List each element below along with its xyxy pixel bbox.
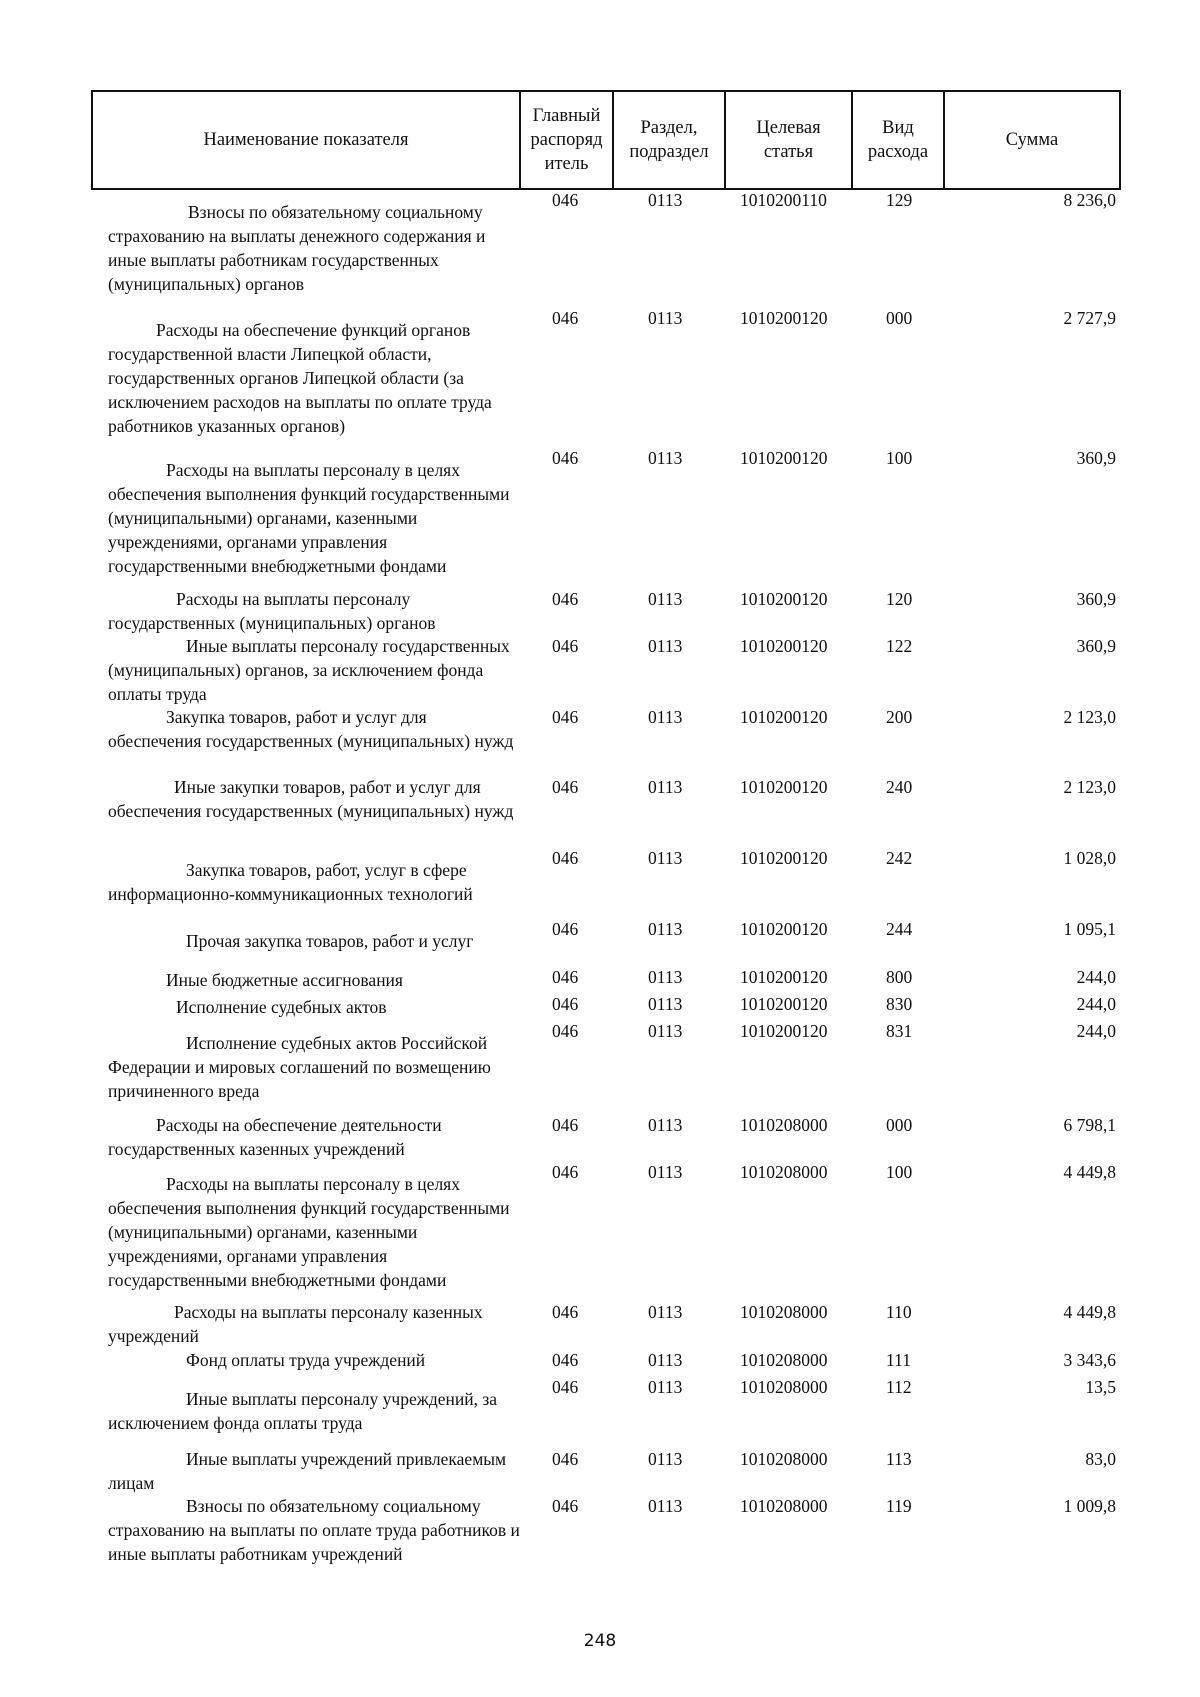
row-grbs: 046 — [552, 1162, 579, 1182]
row-cs: 1010200120 — [740, 707, 828, 727]
row-cs: 1010200120 — [740, 589, 828, 609]
row-grbs: 046 — [552, 190, 579, 210]
header-grbs-line: итель — [544, 154, 589, 174]
row-razdel: 0113 — [648, 1162, 683, 1182]
row-vr: 244 — [886, 919, 913, 939]
row-razdel: 0113 — [648, 448, 683, 468]
row-name: Иные закупки товаров, работ и услуг для обеспечения государственных (муниципальных) нужд — [108, 777, 514, 821]
row-sum: 360,9 — [1076, 589, 1116, 609]
header-sum: Сумма — [944, 91, 1120, 189]
row-grbs: 046 — [552, 448, 579, 468]
row-razdel: 0113 — [648, 707, 683, 727]
row-grbs: 046 — [552, 967, 579, 987]
row-vr: 240 — [886, 777, 913, 797]
row-name: Расходы на выплаты персоналу казенных учреждений — [108, 1302, 483, 1346]
row-cs: 1010200120 — [740, 994, 828, 1014]
page-number: 248 — [583, 1631, 617, 1651]
row-vr: 113 — [886, 1449, 912, 1469]
row-grbs: 046 — [552, 848, 579, 868]
row-sum: 1 095,1 — [1063, 919, 1116, 939]
row-name: Иные выплаты персоналу учреждений, за исключением фонда оплаты труда — [108, 1389, 498, 1433]
row-name: Закупка товаров, работ, услуг в сфере информационно-коммуникационных технологий — [108, 860, 473, 904]
row-razdel: 0113 — [648, 1350, 683, 1370]
row-razdel: 0113 — [648, 190, 683, 210]
row-vr: 831 — [886, 1021, 913, 1041]
row-grbs: 046 — [552, 919, 579, 939]
row-sum: 360,9 — [1076, 448, 1116, 468]
row-razdel: 0113 — [648, 919, 683, 939]
row-cs: 1010200120 — [740, 919, 828, 939]
row-sum: 244,0 — [1076, 1021, 1116, 1041]
row-cs: 1010208000 — [740, 1115, 828, 1135]
row-cs: 1010200120 — [740, 777, 828, 797]
row-vr: 129 — [886, 190, 913, 210]
row-vr: 100 — [886, 448, 913, 468]
row-razdel: 0113 — [648, 848, 683, 868]
row-sum: 4 449,8 — [1063, 1302, 1116, 1322]
header-grbs-line: распоряд — [530, 130, 603, 150]
row-cs: 1010208000 — [740, 1162, 828, 1182]
row-vr: 120 — [886, 589, 913, 609]
header-razdel-line: Раздел, — [640, 118, 698, 138]
row-grbs: 046 — [552, 1021, 579, 1041]
row-cs: 1010208000 — [740, 1496, 828, 1516]
row-name: Расходы на выплаты персоналу в целях обеспечения выполнения функций государственными (муниципальными) органами, казенными учреждениями, органами управления государственными внебюджетными фондами — [108, 1174, 510, 1290]
row-name: Взносы по обязательному социальному страхованию на выплаты по оплате труда работников и иные выплаты работникам учреждений — [108, 1496, 520, 1564]
row-sum: 83,0 — [1085, 1449, 1116, 1469]
row-razdel: 0113 — [648, 1302, 683, 1322]
row-razdel: 0113 — [648, 1021, 683, 1041]
row-name: Расходы на обеспечение деятельности государственных казенных учреждений — [108, 1115, 442, 1159]
row-razdel: 0113 — [648, 1449, 683, 1469]
row-sum: 2 123,0 — [1063, 777, 1116, 797]
row-vr: 112 — [886, 1377, 912, 1397]
row-name: Иные выплаты учреждений привлекаемым лицам — [108, 1449, 507, 1493]
row-vr: 119 — [886, 1496, 912, 1516]
row-razdel: 0113 — [648, 994, 683, 1014]
header-grbs-line: Главный — [532, 106, 601, 126]
row-sum: 13,5 — [1085, 1377, 1116, 1397]
header-name: Наименование показателя — [92, 91, 520, 189]
row-cs: 1010200110 — [740, 190, 827, 210]
row-razdel: 0113 — [648, 1377, 683, 1397]
row-name: Взносы по обязательному социальному страхованию на выплаты денежного содержания и иные выплаты работникам государственных (муниципальных) органов — [108, 202, 486, 294]
row-razdel: 0113 — [648, 967, 683, 987]
row-name: Расходы на обеспечение функций органов государственной власти Липецкой области, государственных органов Липецкой области (за исключением расходов на выплаты по оплате труда работников указанных органов) — [108, 320, 492, 436]
row-vr: 830 — [886, 994, 913, 1014]
header-vr-line: Вид — [882, 118, 914, 138]
row-name: Расходы на выплаты персоналу государственных (муниципальных) органов — [108, 589, 436, 633]
row-sum: 2 727,9 — [1063, 308, 1116, 328]
header-cs-line: Целевая — [756, 118, 821, 138]
row-grbs: 046 — [552, 1496, 579, 1516]
row-razdel: 0113 — [648, 777, 683, 797]
row-name: Фонд оплаты труда учреждений — [186, 1350, 426, 1370]
row-grbs: 046 — [552, 777, 579, 797]
row-sum: 2 123,0 — [1063, 707, 1116, 727]
row-cs: 1010208000 — [740, 1302, 828, 1322]
header-razdel-line: подраздел — [629, 142, 709, 162]
row-name: Исполнение судебных актов Российской Федерации и мировых соглашений по возмещению причиненного вреда — [108, 1033, 491, 1101]
row-name: Расходы на выплаты персоналу в целях обеспечения выполнения функций государственными (муниципальными) органами, казенными учреждениями, органами управления государственными внебюджетными фондами — [108, 460, 510, 576]
header-cs-line: статья — [763, 142, 814, 162]
row-vr: 111 — [886, 1350, 911, 1370]
row-vr: 800 — [886, 967, 913, 987]
row-sum: 244,0 — [1076, 967, 1116, 987]
row-razdel: 0113 — [648, 1496, 683, 1516]
row-grbs: 046 — [552, 1350, 579, 1370]
row-razdel: 0113 — [648, 1115, 683, 1135]
row-grbs: 046 — [552, 308, 579, 328]
row-cs: 1010200120 — [740, 448, 828, 468]
row-grbs: 046 — [552, 707, 579, 727]
row-vr: 200 — [886, 707, 913, 727]
row-razdel: 0113 — [648, 308, 683, 328]
row-vr: 000 — [886, 1115, 913, 1135]
row-cs: 1010208000 — [740, 1449, 828, 1469]
row-vr: 122 — [886, 636, 913, 656]
row-cs: 1010208000 — [740, 1350, 828, 1370]
row-grbs: 046 — [552, 994, 579, 1014]
row-grbs: 046 — [552, 589, 579, 609]
row-sum: 1 009,8 — [1063, 1496, 1116, 1516]
row-vr: 100 — [886, 1162, 913, 1182]
row-razdel: 0113 — [648, 636, 683, 656]
row-name: Закупка товаров, работ и услуг для обеспечения государственных (муниципальных) нужд — [108, 707, 514, 751]
row-name: Прочая закупка товаров, работ и услуг — [186, 931, 474, 951]
row-sum: 6 798,1 — [1063, 1115, 1116, 1135]
row-grbs: 046 — [552, 636, 579, 656]
row-vr: 000 — [886, 308, 913, 328]
row-sum: 3 343,6 — [1063, 1350, 1116, 1370]
row-cs: 1010200120 — [740, 848, 828, 868]
row-name: Исполнение судебных актов — [176, 997, 387, 1017]
row-sum: 244,0 — [1076, 994, 1116, 1014]
row-grbs: 046 — [552, 1115, 579, 1135]
row-sum: 8 236,0 — [1063, 190, 1116, 210]
row-name: Иные бюджетные ассигнования — [166, 970, 403, 990]
row-cs: 1010200120 — [740, 1021, 828, 1041]
row-grbs: 046 — [552, 1377, 579, 1397]
row-cs: 1010200120 — [740, 967, 828, 987]
row-razdel: 0113 — [648, 589, 683, 609]
header-vr-line: расхода — [867, 142, 929, 162]
row-sum: 1 028,0 — [1063, 848, 1116, 868]
row-sum: 360,9 — [1076, 636, 1116, 656]
row-grbs: 046 — [552, 1302, 579, 1322]
row-sum: 4 449,8 — [1063, 1162, 1116, 1182]
row-name: Иные выплаты персоналу государственных (муниципальных) органов, за исключением фонда оплаты труда — [108, 636, 510, 704]
row-vr: 242 — [886, 848, 913, 868]
row-cs: 1010200120 — [740, 636, 828, 656]
row-grbs: 046 — [552, 1449, 579, 1469]
row-vr: 110 — [886, 1302, 912, 1322]
row-cs: 1010200120 — [740, 308, 828, 328]
row-cs: 1010208000 — [740, 1377, 828, 1397]
